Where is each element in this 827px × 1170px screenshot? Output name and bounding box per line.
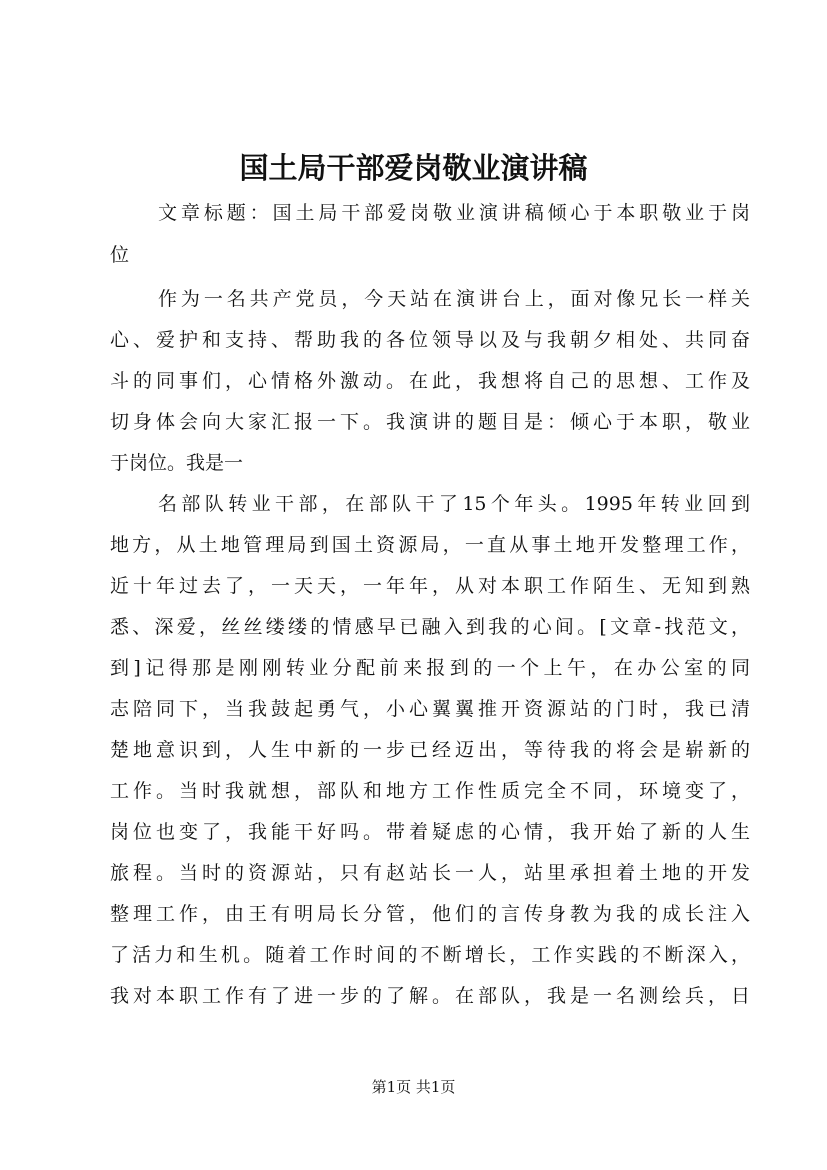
paragraph-line: 志陪同下，当我鼓起勇气，小心翼翼推开资源站的门时，我已清 <box>110 698 750 720</box>
paragraph-line: 名部队转业干部，在部队干了15个年头。1995年转业回到 <box>158 493 750 515</box>
paragraph-line: 整理工作，由王有明局长分管，他们的言传身教为我的成长注入 <box>110 903 750 925</box>
paragraph-line: 工作。当时我就想，部队和地方工作性质完全不同，环境变了， <box>110 780 750 802</box>
paragraph-line: 悉、深爱，丝丝缕缕的情感早已融入到我的心间。[文章-找范文， <box>110 616 750 638</box>
paragraph-line: 切身体会向大家汇报一下。我演讲的题目是：倾心于本职，敬业 <box>110 411 750 433</box>
paragraph-line: 岗位也变了，我能干好吗。带着疑虑的心情，我开始了新的人生 <box>110 821 750 843</box>
paragraph-line: 地方，从土地管理局到国土资源局，一直从事土地开发整理工作， <box>110 534 750 556</box>
paragraph-line: 了活力和生机。随着工作时间的不断增长，工作实践的不断深入， <box>110 944 750 966</box>
paragraph-line: 作为一名共产党员，今天站在演讲台上，面对像兄长一样关 <box>158 288 750 310</box>
paragraph-line: 到]记得那是刚刚转业分配前来报到的一个上午，在办公室的同 <box>110 657 750 679</box>
paragraph-line: 我对本职工作有了进一步的了解。在部队，我是一名测绘兵，日 <box>110 985 750 1007</box>
paragraph-line: 斗的同事们，心情格外激动。在此，我想将自己的思想、工作及 <box>110 370 750 392</box>
paragraph-line: 近十年过去了，一天天，一年年，从对本职工作陌生、无知到熟 <box>110 575 750 597</box>
paragraph-line: 楚地意识到，人生中新的一步已经迈出，等待我的将会是崭新的 <box>110 739 750 761</box>
paragraph-line: 于岗位。我是一 <box>110 452 244 474</box>
paragraph-line: 文章标题：国土局干部爱岗敬业演讲稿倾心于本职敬业于岗 <box>158 202 750 224</box>
paragraph-line: 心、爱护和支持、帮助我的各位领导以及与我朝夕相处、共同奋 <box>110 329 750 351</box>
document-title: 国土局干部爱岗敬业演讲稿 <box>239 151 588 185</box>
page-footer: 第1页 共1页 <box>371 1078 456 1096</box>
paragraph-line: 位 <box>110 244 130 266</box>
paragraph-line: 旅程。当时的资源站，只有赵站长一人，站里承担着土地的开发 <box>110 862 750 884</box>
